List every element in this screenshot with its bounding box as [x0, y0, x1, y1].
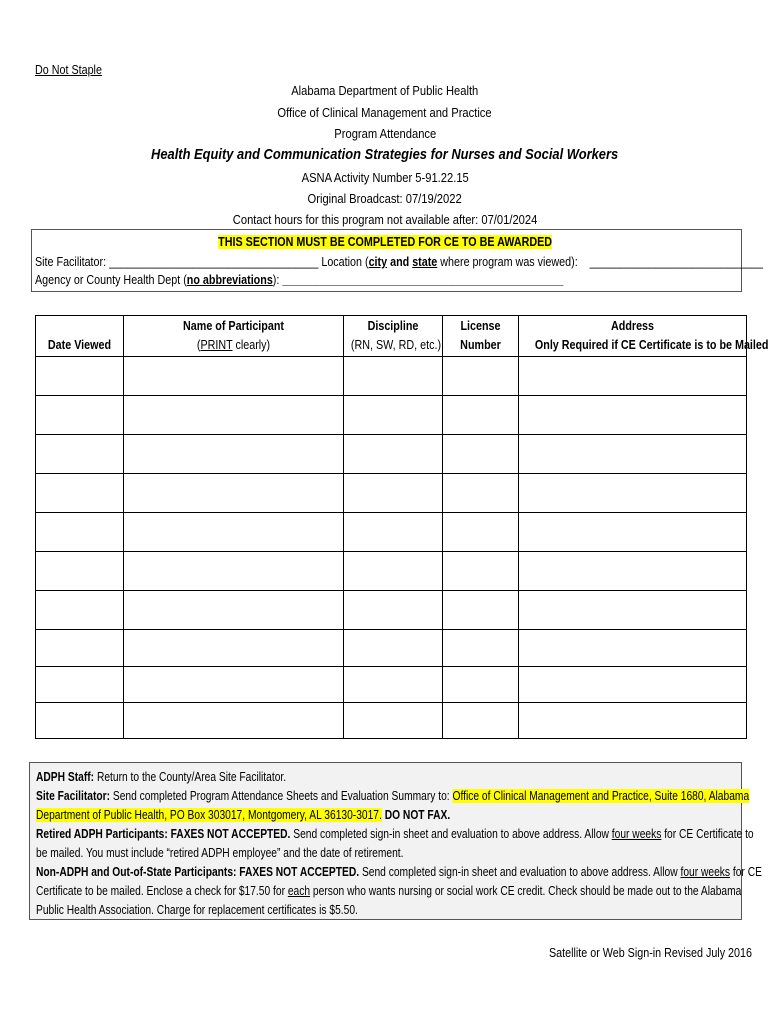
date-cell[interactable] — [36, 630, 124, 667]
table-row — [36, 357, 747, 396]
license-cell[interactable] — [443, 667, 519, 703]
col-address: Address Only Required if CE Certificate is to be Mailed — [519, 316, 747, 357]
license-cell[interactable] — [443, 396, 519, 435]
table-row — [36, 591, 747, 630]
discipline-cell[interactable] — [344, 552, 443, 591]
office-name: Office of Clinical Management and Practice — [277, 105, 493, 120]
name-cell[interactable] — [124, 513, 344, 552]
table-row — [36, 435, 747, 474]
site-facilitator-field[interactable]: ___________________________________ — [109, 255, 319, 269]
program-attendance-label: Program Attendance — [334, 126, 436, 141]
activity-number: ASNA Activity Number 5-91.22.15 — [301, 170, 469, 185]
col-name: Name of Participant (PRINT clearly) — [124, 316, 344, 357]
address-cell[interactable] — [519, 591, 747, 630]
license-cell[interactable] — [443, 513, 519, 552]
name-cell[interactable] — [124, 396, 344, 435]
address-cell[interactable] — [519, 552, 747, 591]
address-cell[interactable] — [519, 513, 747, 552]
license-cell[interactable] — [443, 591, 519, 630]
discipline-cell[interactable] — [344, 396, 443, 435]
name-cell[interactable] — [124, 667, 344, 703]
name-cell[interactable] — [124, 474, 344, 513]
address-cell[interactable] — [519, 396, 747, 435]
discipline-cell[interactable] — [344, 513, 443, 552]
site-facilitator-instruction: Site Facilitator: Send completed Program Attendance Sheets and Evaluation Summary to: Office of Clinical Management and Practice, Suite 1680, Alabama — [36, 789, 750, 803]
date-cell[interactable] — [36, 667, 124, 703]
date-cell[interactable] — [36, 474, 124, 513]
date-cell[interactable] — [36, 357, 124, 396]
discipline-cell[interactable] — [344, 667, 443, 703]
license-cell[interactable] — [443, 357, 519, 396]
discipline-cell[interactable] — [344, 630, 443, 667]
name-cell[interactable] — [124, 703, 344, 739]
name-cell[interactable] — [124, 435, 344, 474]
date-cell[interactable] — [36, 703, 124, 739]
agency-line: Agency or County Health Dept (no abbreviations): _______________________________________________ — [35, 273, 564, 287]
table-row — [36, 474, 747, 513]
attendance-table — [35, 315, 769, 739]
contact-hours-note: Contact hours for this program not available after: 07/01/2024 — [232, 212, 538, 227]
date-cell[interactable] — [36, 513, 124, 552]
site-facilitator-instruction-cont: Department of Public Health, PO Box 303017, Montgomery, AL 36130-3017. DO NOT FAX. — [36, 808, 451, 822]
table-row — [36, 552, 747, 591]
license-cell[interactable] — [443, 703, 519, 739]
name-cell[interactable] — [124, 357, 344, 396]
broadcast-date: Original Broadcast: 07/19/2022 — [307, 191, 463, 206]
ce-banner: THIS SECTION MUST BE COMPLETED FOR CE TO BE AWARDED — [218, 235, 552, 249]
site-facilitator-line: Site Facilitator: ___________________________________ Location (city and state where program was viewed): _____________________________ — [35, 255, 764, 269]
date-cell[interactable] — [36, 435, 124, 474]
adph-staff-instruction: ADPH Staff: Return to the County/Area Site Facilitator. — [36, 770, 287, 784]
address-cell[interactable] — [519, 703, 747, 739]
license-cell[interactable] — [443, 630, 519, 667]
table-header-row — [36, 316, 747, 357]
program-title: Health Equity and Communication Strategies for Nurses and Social Workers — [151, 146, 619, 163]
name-cell[interactable] — [124, 630, 344, 667]
discipline-cell[interactable] — [344, 435, 443, 474]
discipline-cell[interactable] — [344, 703, 443, 739]
discipline-cell[interactable] — [344, 591, 443, 630]
non-adph-instruction-cont2: Public Health Association. Charge for replacement certificates is $5.50. — [36, 903, 358, 917]
agency-field[interactable]: _______________________________________________ — [282, 273, 564, 287]
name-cell[interactable] — [124, 552, 344, 591]
retired-instruction-cont: be mailed. You must include “retired ADPH employee” and the date of retirement. — [36, 846, 404, 860]
date-cell[interactable] — [36, 591, 124, 630]
discipline-cell[interactable] — [344, 474, 443, 513]
retired-instruction: Retired ADPH Participants: FAXES NOT ACCEPTED. Send completed sign-in sheet and evaluation to above address. Allow four weeks for CE Certificate to — [36, 827, 754, 841]
address-cell[interactable] — [519, 474, 747, 513]
instructions-section — [29, 762, 762, 920]
table-row — [36, 396, 747, 435]
date-cell[interactable] — [36, 396, 124, 435]
col-license: License Number — [443, 316, 519, 357]
table-row — [36, 703, 747, 739]
address-cell[interactable] — [519, 630, 747, 667]
table-row — [36, 630, 747, 667]
table-row — [36, 667, 747, 703]
date-cell[interactable] — [36, 552, 124, 591]
address-cell[interactable] — [519, 357, 747, 396]
non-adph-instruction: Non-ADPH and Out-of-State Participants: FAXES NOT ACCEPTED. Send completed sign-in sheet and evaluation to above address. Allow four weeks for CE — [36, 865, 762, 879]
col-date-viewed: Date Viewed — [36, 316, 124, 357]
address-cell[interactable] — [519, 435, 747, 474]
name-cell[interactable] — [124, 591, 344, 630]
address-cell[interactable] — [519, 667, 747, 703]
table-row — [36, 513, 747, 552]
do-not-staple-note: Do Not Staple — [35, 63, 102, 77]
col-discipline: Discipline (RN, SW, RD, etc.) — [344, 316, 443, 357]
location-field[interactable]: _____________________________ — [589, 255, 764, 269]
non-adph-instruction-cont: Certificate to be mailed. Enclose a check for $17.50 for each person who wants nursing or social work CE credit. Check should be made out to the Alabama — [36, 884, 742, 898]
license-cell[interactable] — [443, 552, 519, 591]
revision-note: Satellite or Web Sign-in Revised July 2016 — [549, 946, 752, 960]
license-cell[interactable] — [443, 435, 519, 474]
discipline-cell[interactable] — [344, 357, 443, 396]
department-name: Alabama Department of Public Health — [291, 83, 479, 98]
license-cell[interactable] — [443, 474, 519, 513]
